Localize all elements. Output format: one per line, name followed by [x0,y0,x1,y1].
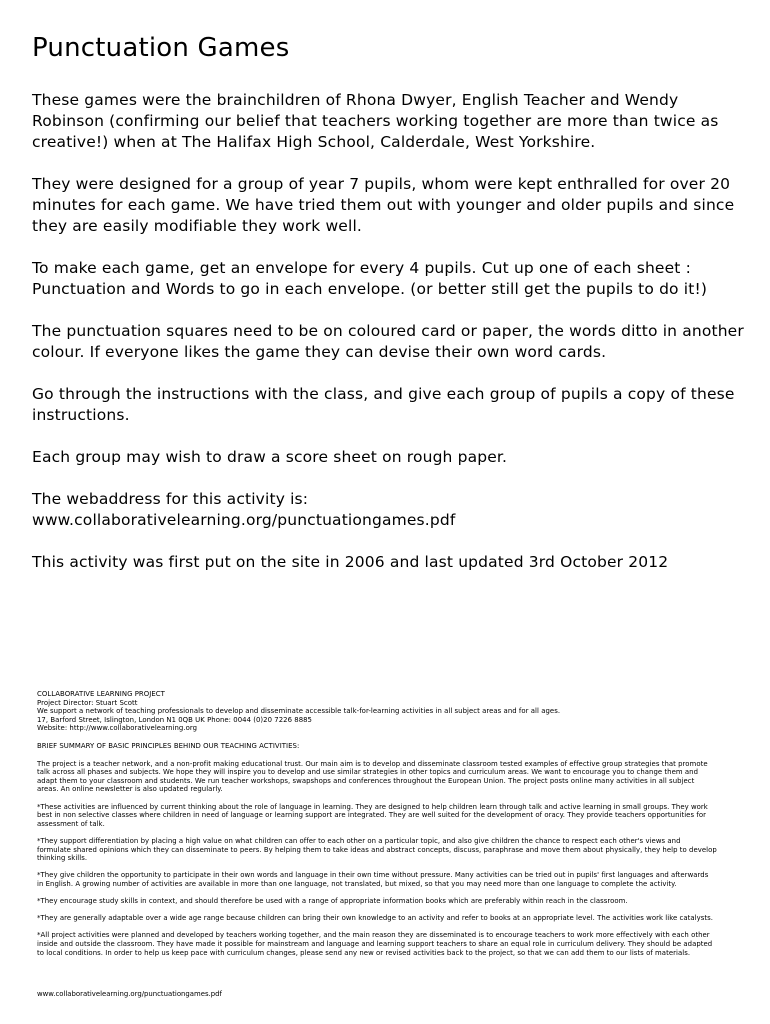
org-website[interactable]: Website: http://www.collaborativelearning.org [37,724,198,733]
intro-paragraph: These games were the brainchildren of Rhona Dwyer, English Teacher and Wendy Robinson (confirming our belief that teachers working together are more than twice as creative!) when at The Halifax High School, Calderdale, West Yorkshire. [32,91,719,151]
principle-line: The project is a teacher network, and a non-profit making educational trust. Our main aim is to develop and disseminate classroom tested examples of effective group strategies that promote [37,759,708,768]
project-footer [37,690,737,966]
principle-paragraph [37,897,737,906]
principle-line: *They support differentiation by placing a high value on what children can offer to each other on a particular topic, and also give children the chance to respect each other's views and [37,836,681,845]
principle-line: *These activities are influenced by current thinking about the role of language in learning. They are designed to help children learn through talk and active learning in small groups. They work [37,802,708,811]
project-director: Project Director: Stuart Scott [37,698,138,707]
org-address: 17, Barford Street, Islington, London N1 0QB UK Phone: 0044 (0)20 7226 8885 [37,715,312,724]
preparation-paragraph: To make each game, get an envelope for every 4 pupils. Cut up one of each sheet : Punctuation and Words to go in each envelope. (or better still get the pupils to do it!) [32,259,708,298]
principles-list [37,760,737,958]
principle-line: best in non selective classes where children in need of language or learning support are integrated. They are well suited for the development of oracy. They provide teachers opportunities for [37,811,706,820]
page-url-footer[interactable]: www.collaborativelearning.org/punctuationgames.pdf [37,990,222,998]
principle-paragraph [37,760,737,794]
org-name: COLLABORATIVE LEARNING PROJECT [37,690,165,698]
design-paragraph: They were designed for a group of year 7 pupils, whom were kept enthralled for over 20 minutes for each game. We have tried them out with younger and older pupils and since they are easily modifiable they work well. [32,175,735,235]
principle-line: *They encourage study skills in context, and should therefore be used with a range of appropriate information books which are preferably within reach in the classroom. [37,897,628,906]
web-address-label: The webaddress for this activity is: [32,490,309,508]
page-title: Punctuation Games [32,33,290,63]
principle-line: assessment of talk. [37,819,105,828]
principle-line: adapt them to your classroom and students. We run teacher workshops, swapshops and conferences throughout the European Union. The project posts online many activities in all subject [37,776,695,785]
summary-heading: BRIEF SUMMARY OF BASIC PRINCIPLES BEHIND OUR TEACHING ACTIVITIES: [37,741,300,750]
web-address-paragraph [32,489,744,531]
principle-line: *All project activities were planned and developed by teachers working together, and the main reason they are disseminated is to encourage teachers to work more effectively with each other [37,931,710,940]
instructions-paragraph: Go through the instructions with the class, and give each group of pupils a copy of these instructions. [32,385,735,424]
principle-paragraph [37,803,737,829]
web-address-link[interactable]: www.collaborativelearning.org/punctuationgames.pdf [32,511,456,529]
principle-line: to local conditions. In order to help us keep pace with curriculum changes, please send any new or revised activities back to the project, so that we can add them to our lists of materials. [37,948,691,957]
principle-line: talk across all phases and subjects. We hope they will inspire you to develop and use similar strategies in other topics and curriculum areas. We want to encourage you to change them and [37,768,698,777]
score-sheet-paragraph: Each group may wish to draw a score sheet on rough paper. [32,448,508,466]
principle-line: in English. A growing number of activities are available in more than one language, not translated, but mixed, so that you may need more than one language to complete the activity. [37,879,677,888]
principle-line: inside and outside the classroom. They have made it possible for mainstream and language and learning support teachers to share an equal role in curriculum delivery. They should be adapted [37,940,713,949]
history-paragraph: This activity was first put on the site in 2006 and last updated 3rd October 2012 [32,553,669,571]
support-statement: We support a network of teaching professionals to develop and disseminate accessible talk-for-learning activities in all subject areas and for all ages. [37,707,561,716]
principle-paragraph [37,837,737,863]
principle-line: formulate shared opinions which they can disseminate to peers. By helping them to take ideas and abstract concepts, discuss, paraphrase and move them about physically, they help to develop [37,845,717,854]
principle-line: areas. An online newsletter is also updated regularly. [37,785,223,794]
document-body [32,90,744,594]
principle-paragraph [37,871,737,888]
principle-paragraph [37,914,737,923]
materials-paragraph: The punctuation squares need to be on coloured card or paper, the words ditto in another colour. If everyone likes the game they can devise their own word cards. [32,322,744,361]
principle-line: *They are generally adaptable over a wide age range because children can bring their own knowledge to an activity and refer to books at an appropriate level. The activities work like catalysts. [37,914,714,923]
principle-paragraph [37,931,737,957]
principle-line: *They give children the opportunity to participate in their own words and language in their own time without pressure. Many activities can be tried out in pupils' first languages and afterwards [37,871,709,880]
principle-line: thinking skills. [37,854,88,863]
